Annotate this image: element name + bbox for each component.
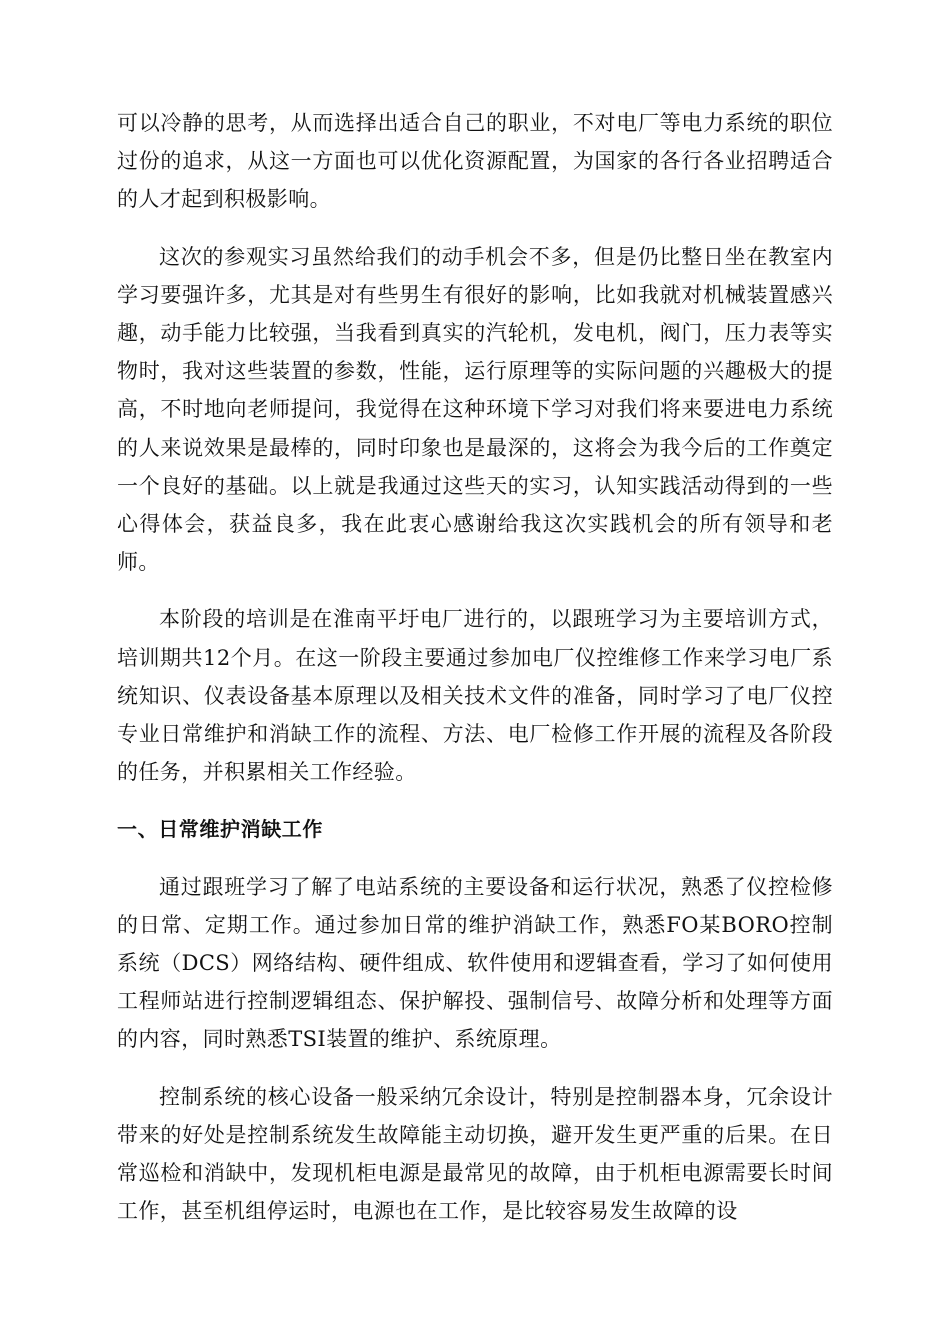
paragraph-redundancy-design: 控制系统的核心设备一般采纳冗余设计，特别是控制器本身，冗余设计带来的好处是控制系统发生故障能主动切换，避开发生更严重的后果。在日常巡检和消缺中，发现机柜电源是最常见的故障，由于机柜电源需要长时间工作，甚至机组停运时，电源也在工作，是比较容易发生故障的设 bbox=[117, 1084, 833, 1224]
section-heading: 一、日常维护消缺工作 bbox=[117, 817, 323, 842]
document-page bbox=[117, 104, 833, 1249]
paragraph-internship-reflection: 这次的参观实习虽然给我们的动手机会不多，但是仍比整日坐在教室内学习要强许多，尤其是对有些男生有很好的影响，比如我就对机械装置感兴趣，动手能力比较强，当我看到真实的汽轮机，发电机，阀门，压力表等实物时，我对这些装置的参数，性能，运行原理等的实际问题的兴趣极大的提高，不时地向老师提问，我觉得在这种环境下学习对我们将来要进电力系统的人来说效果是最棒的，同时印象也是最深的，这将会为我今后的工作奠定一个良好的基础。以上就是我通过这些天的实习，认知实践活动得到的一些心得体会，获益良多，我在此衷心感谢给我这次实践机会的所有领导和老师。 bbox=[117, 244, 833, 575]
paragraph-training-overview: 本阶段的培训是在淮南平圩电厂进行的，以跟班学习为主要培训方式，培训期共12个月。在这一阶段主要通过参加电厂仪控维修工作来学习电厂系统知识、仪表设备基本原理以及相关技术文件的准备，同时学习了电厂仪控专业日常维护和消缺工作的流程、方法、电厂检修工作开展的流程及各阶段的任务，并积累相关工作经验。 bbox=[117, 607, 833, 785]
paragraph-daily-maintenance: 通过跟班学习了解了电站系统的主要设备和运行状况，熟悉了仪控检修的日常、定期工作。通过参加日常的维护消缺工作，熟悉FO某BORO控制系统（DCS）网络结构、硬件组成、软件使用和逻辑查看，学习了如何使用工程师站进行控制逻辑组态、保护解投、强制信号、故障分析和处理等方面的内容，同时熟悉TSI装置的维护、系统原理。 bbox=[117, 874, 833, 1052]
paragraph-career-choice: 可以冷静的思考，从而选择出适合自己的职业，不对电厂等电力系统的职位过份的追求，从这一方面也可以优化资源配置，为国家的各行各业招聘适合的人才起到积极影响。 bbox=[117, 111, 833, 212]
